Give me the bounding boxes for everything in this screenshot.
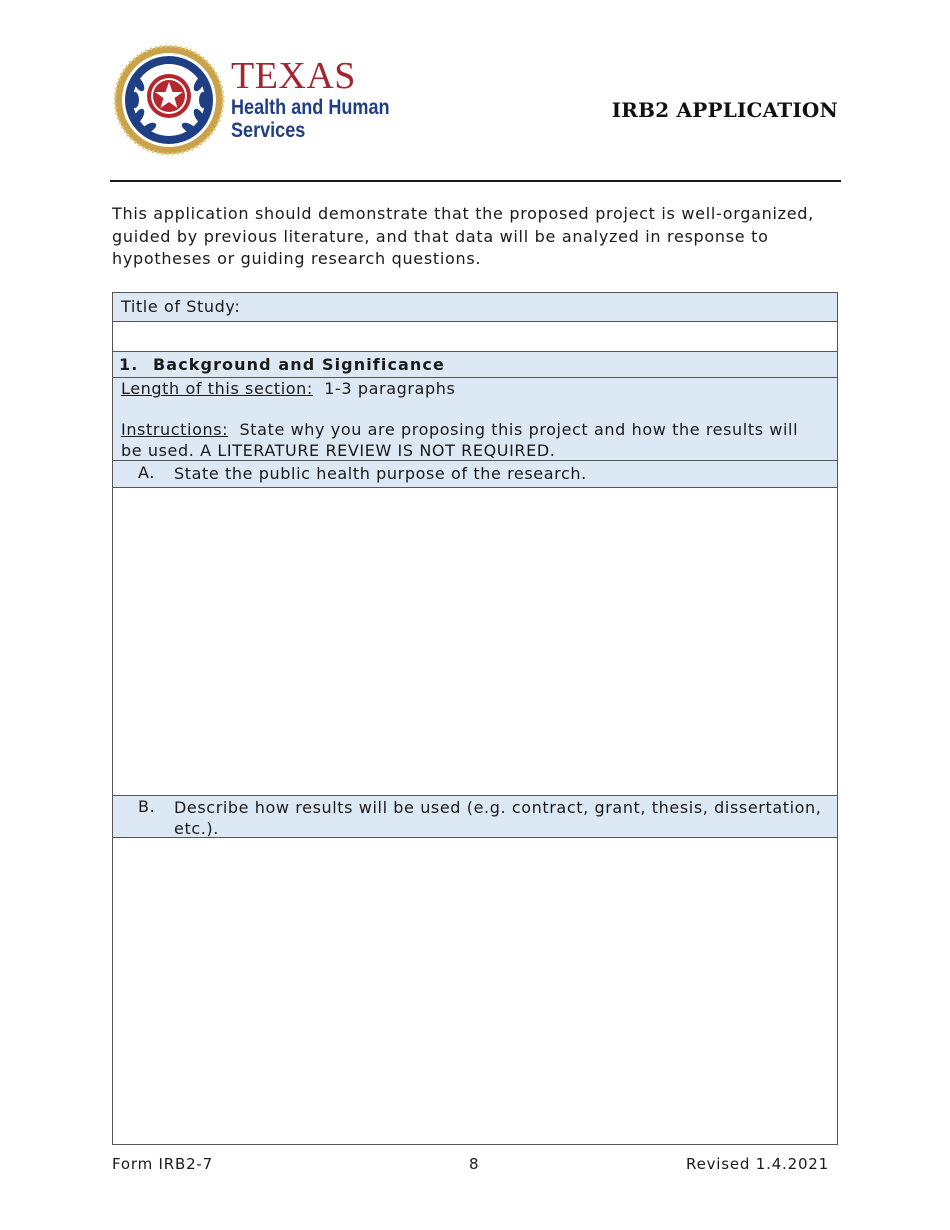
question-a-marker: A. xyxy=(138,463,155,482)
title-of-study-label: Title of Study: xyxy=(121,297,241,316)
answer-b-field[interactable] xyxy=(113,838,837,1144)
length-label: Length of this section: xyxy=(121,379,313,398)
footer-form-id: Form IRB2-7 xyxy=(112,1155,213,1173)
texas-seal-icon xyxy=(113,44,225,156)
section-1-heading: Background and Significance xyxy=(153,355,445,374)
document-title: IRB2 APPLICATION xyxy=(611,98,838,122)
footer-page-number: 8 xyxy=(469,1155,480,1173)
footer-revised-date: Revised 1.4.2021 xyxy=(686,1155,829,1173)
answer-a-field[interactable] xyxy=(113,488,837,796)
application-form xyxy=(112,292,838,1145)
question-b-text: Describe how results will be used (e.g. contract, grant, thesis, dissertation, etc.). xyxy=(174,798,822,838)
intro-paragraph: This application should demonstrate that the proposed project is well-organized, guided by previous literature, and that data will be analyzed in response to hypotheses or guiding research questions. xyxy=(112,204,814,268)
section-1-guidance xyxy=(113,378,837,461)
logo-subtitle-2: Services xyxy=(231,119,306,142)
question-b-row xyxy=(113,796,837,838)
logo-subtitle-1: Health and Human xyxy=(231,96,390,119)
instructions-label: Instructions: xyxy=(121,420,229,439)
instructions-text: State why you are proposing this project and how the results will be used. A LITERATURE REVIEW IS NOT REQUIRED. xyxy=(121,420,799,460)
question-b-marker: B. xyxy=(138,797,156,816)
question-a-row xyxy=(113,461,837,488)
hhs-logo xyxy=(113,44,403,156)
question-a-text: State the public health purpose of the research. xyxy=(174,464,587,483)
header-divider xyxy=(110,180,841,182)
section-1-number: 1. xyxy=(119,355,139,374)
title-of-study-field[interactable] xyxy=(113,322,837,352)
title-label-row xyxy=(113,293,837,322)
section-1-header xyxy=(113,352,837,378)
logo-title: TEXAS xyxy=(231,55,356,97)
length-value: 1-3 paragraphs xyxy=(324,379,456,398)
